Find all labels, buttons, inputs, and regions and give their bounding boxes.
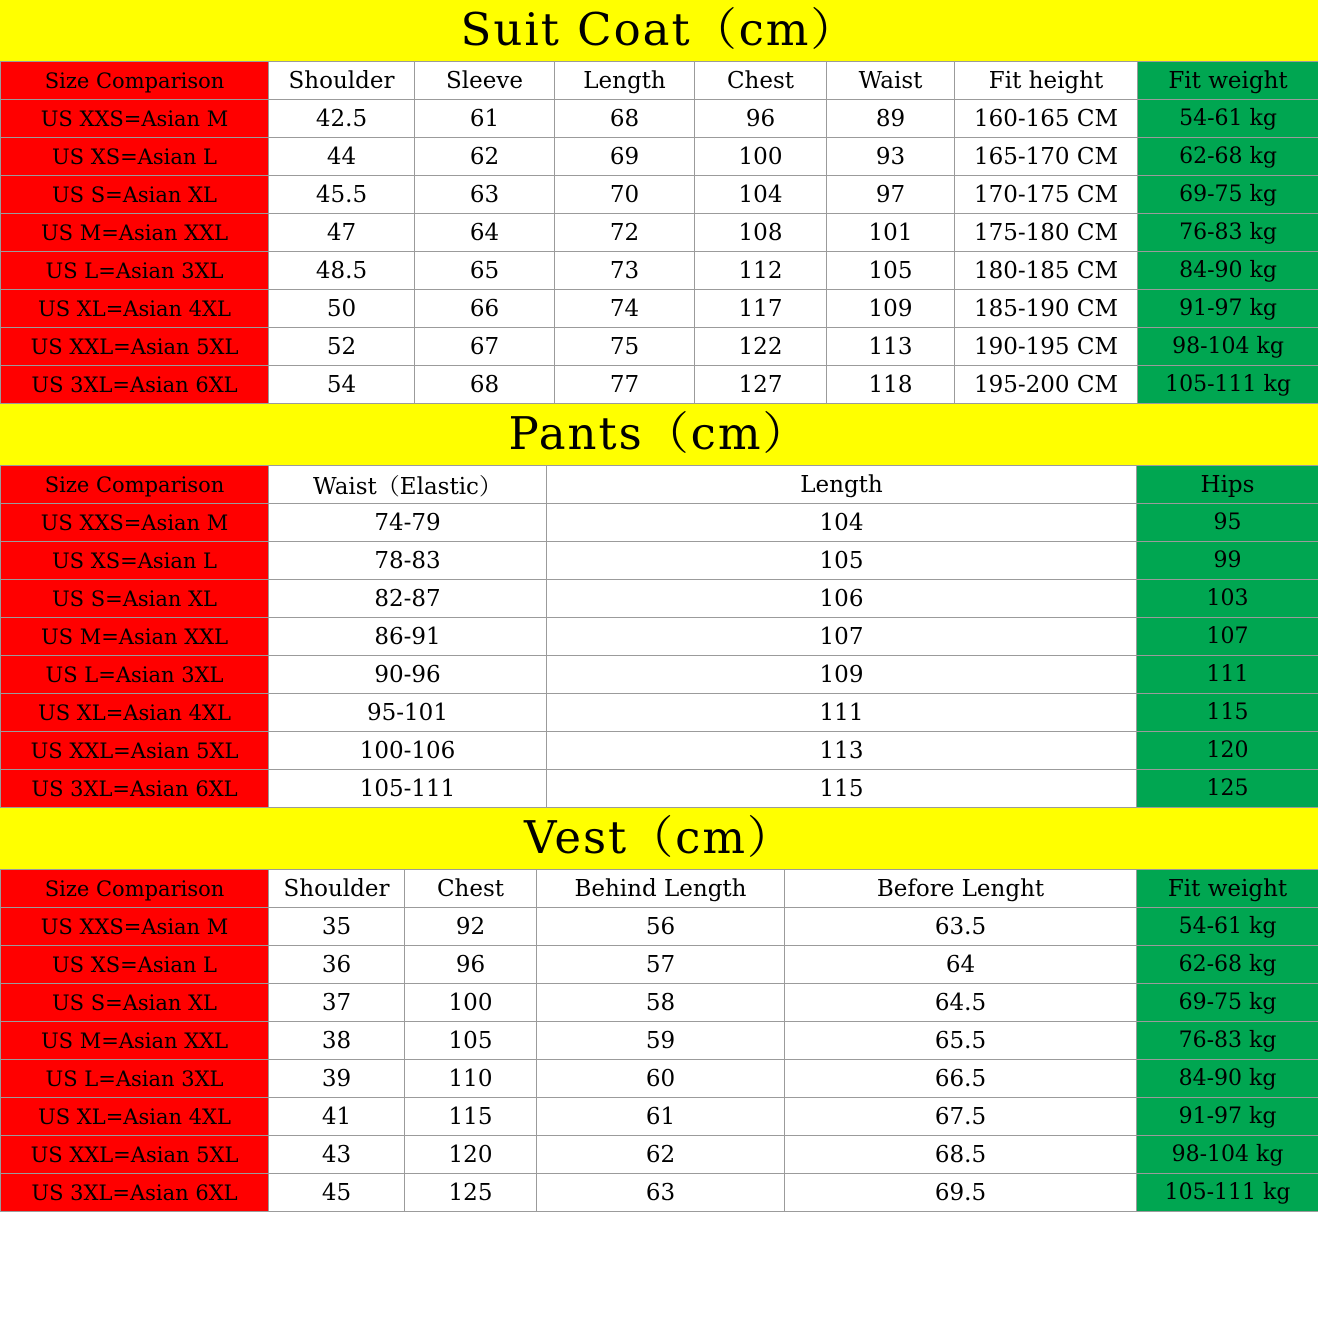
- column-header-before-length: Before Lenght: [785, 870, 1137, 908]
- cell-chest: 125: [405, 1174, 537, 1212]
- cell-fit-height: 175-180 CM: [955, 214, 1138, 252]
- cell-fit-weight: 84-90 kg: [1138, 252, 1318, 290]
- table-header-row: [1, 62, 1318, 100]
- cell-waist: 89: [827, 100, 955, 138]
- size-label: US XXL=Asian 5XL: [1, 328, 269, 366]
- cell-length: 73: [555, 252, 695, 290]
- cell-fit-weight: 69-75 kg: [1137, 984, 1318, 1022]
- cell-shoulder: 47: [269, 214, 415, 252]
- cell-behind-length: 56: [537, 908, 785, 946]
- cell-shoulder: 43: [269, 1136, 405, 1174]
- size-label: US XXS=Asian M: [1, 504, 269, 542]
- cell-fit-height: 170-175 CM: [955, 176, 1138, 214]
- cell-fit-weight: 105-111 kg: [1137, 1174, 1318, 1212]
- cell-fit-height: 165-170 CM: [955, 138, 1138, 176]
- cell-before-length: 64: [785, 946, 1137, 984]
- cell-length: 77: [555, 366, 695, 404]
- column-header-fit-weight: Fit weight: [1138, 62, 1318, 100]
- cell-shoulder: 42.5: [269, 100, 415, 138]
- section-title-suit-coat: Suit Coat（cm）: [0, 0, 1318, 61]
- table-row: [1, 504, 1318, 542]
- table-row: [1, 908, 1318, 946]
- cell-waist: 82-87: [269, 580, 547, 618]
- cell-shoulder: 50: [269, 290, 415, 328]
- cell-length: 105: [547, 542, 1137, 580]
- cell-sleeve: 66: [415, 290, 555, 328]
- cell-behind-length: 58: [537, 984, 785, 1022]
- cell-hips: 111: [1137, 656, 1318, 694]
- cell-length: 106: [547, 580, 1137, 618]
- cell-shoulder: 45: [269, 1174, 405, 1212]
- table-row: [1, 542, 1318, 580]
- cell-waist: 90-96: [269, 656, 547, 694]
- cell-chest: 110: [405, 1060, 537, 1098]
- cell-sleeve: 65: [415, 252, 555, 290]
- cell-waist: 100-106: [269, 732, 547, 770]
- column-header-length: Length: [547, 466, 1137, 504]
- cell-before-length: 66.5: [785, 1060, 1137, 1098]
- size-label: US M=Asian XXL: [1, 618, 269, 656]
- size-label: US S=Asian XL: [1, 176, 269, 214]
- size-label: US XXL=Asian 5XL: [1, 1136, 269, 1174]
- cell-chest: 96: [695, 100, 827, 138]
- cell-behind-length: 61: [537, 1098, 785, 1136]
- size-label: US L=Asian 3XL: [1, 1060, 269, 1098]
- cell-fit-height: 160-165 CM: [955, 100, 1138, 138]
- cell-shoulder: 36: [269, 946, 405, 984]
- table-row: [1, 770, 1318, 808]
- cell-before-length: 69.5: [785, 1174, 1137, 1212]
- cell-before-length: 64.5: [785, 984, 1137, 1022]
- section-title-vest: Vest（cm）: [0, 808, 1318, 869]
- size-label: US XL=Asian 4XL: [1, 290, 269, 328]
- cell-length: 75: [555, 328, 695, 366]
- cell-fit-weight: 62-68 kg: [1138, 138, 1318, 176]
- table-row: [1, 1174, 1318, 1212]
- cell-waist: 93: [827, 138, 955, 176]
- cell-hips: 99: [1137, 542, 1318, 580]
- cell-waist: 109: [827, 290, 955, 328]
- cell-length: 72: [555, 214, 695, 252]
- cell-chest: 122: [695, 328, 827, 366]
- cell-shoulder: 44: [269, 138, 415, 176]
- column-header-behind-length: Behind Length: [537, 870, 785, 908]
- size-label: US XL=Asian 4XL: [1, 694, 269, 732]
- cell-chest: 127: [695, 366, 827, 404]
- table-row: [1, 946, 1318, 984]
- table-row: [1, 732, 1318, 770]
- size-label: US 3XL=Asian 6XL: [1, 770, 269, 808]
- cell-fit-weight: 84-90 kg: [1137, 1060, 1318, 1098]
- table-row: [1, 100, 1318, 138]
- table-row: [1, 984, 1318, 1022]
- cell-behind-length: 62: [537, 1136, 785, 1174]
- cell-length: 107: [547, 618, 1137, 656]
- cell-fit-weight: 98-104 kg: [1137, 1136, 1318, 1174]
- cell-before-length: 63.5: [785, 908, 1137, 946]
- cell-hips: 120: [1137, 732, 1318, 770]
- cell-hips: 115: [1137, 694, 1318, 732]
- column-header-size-comparison: Size Comparison: [1, 62, 269, 100]
- column-header-chest: Chest: [695, 62, 827, 100]
- table-row: [1, 214, 1318, 252]
- cell-waist: 74-79: [269, 504, 547, 542]
- cell-waist: 113: [827, 328, 955, 366]
- cell-length: 113: [547, 732, 1137, 770]
- table-row: [1, 618, 1318, 656]
- suit-coat-table: [0, 61, 1318, 404]
- cell-shoulder: 41: [269, 1098, 405, 1136]
- cell-hips: 107: [1137, 618, 1318, 656]
- cell-shoulder: 48.5: [269, 252, 415, 290]
- table-row: [1, 252, 1318, 290]
- column-header-chest: Chest: [405, 870, 537, 908]
- table-row: [1, 1060, 1318, 1098]
- cell-fit-weight: 105-111 kg: [1138, 366, 1318, 404]
- cell-fit-weight: 91-97 kg: [1138, 290, 1318, 328]
- cell-chest: 120: [405, 1136, 537, 1174]
- table-row: [1, 138, 1318, 176]
- cell-waist: 118: [827, 366, 955, 404]
- cell-chest: 105: [405, 1022, 537, 1060]
- cell-fit-height: 180-185 CM: [955, 252, 1138, 290]
- cell-hips: 125: [1137, 770, 1318, 808]
- size-label: US XXS=Asian M: [1, 908, 269, 946]
- column-header-fit-height: Fit height: [955, 62, 1138, 100]
- cell-chest: 104: [695, 176, 827, 214]
- column-header-length: Length: [555, 62, 695, 100]
- column-header-sleeve: Sleeve: [415, 62, 555, 100]
- cell-sleeve: 63: [415, 176, 555, 214]
- cell-shoulder: 52: [269, 328, 415, 366]
- cell-chest: 108: [695, 214, 827, 252]
- cell-waist: 105-111: [269, 770, 547, 808]
- cell-shoulder: 45.5: [269, 176, 415, 214]
- cell-fit-weight: 54-61 kg: [1137, 908, 1318, 946]
- cell-fit-height: 195-200 CM: [955, 366, 1138, 404]
- cell-chest: 96: [405, 946, 537, 984]
- cell-chest: 100: [405, 984, 537, 1022]
- size-label: US M=Asian XXL: [1, 214, 269, 252]
- cell-waist: 97: [827, 176, 955, 214]
- size-label: US L=Asian 3XL: [1, 656, 269, 694]
- cell-behind-length: 59: [537, 1022, 785, 1060]
- size-label: US 3XL=Asian 6XL: [1, 366, 269, 404]
- cell-sleeve: 64: [415, 214, 555, 252]
- cell-length: 111: [547, 694, 1137, 732]
- cell-sleeve: 68: [415, 366, 555, 404]
- size-label: US XXL=Asian 5XL: [1, 732, 269, 770]
- cell-fit-weight: 98-104 kg: [1138, 328, 1318, 366]
- cell-behind-length: 57: [537, 946, 785, 984]
- cell-fit-weight: 62-68 kg: [1137, 946, 1318, 984]
- size-label: US L=Asian 3XL: [1, 252, 269, 290]
- cell-fit-weight: 69-75 kg: [1138, 176, 1318, 214]
- cell-waist: 101: [827, 214, 955, 252]
- cell-length: 115: [547, 770, 1137, 808]
- cell-waist: 78-83: [269, 542, 547, 580]
- cell-length: 69: [555, 138, 695, 176]
- size-label: US S=Asian XL: [1, 984, 269, 1022]
- cell-fit-height: 190-195 CM: [955, 328, 1138, 366]
- cell-fit-weight: 54-61 kg: [1138, 100, 1318, 138]
- cell-shoulder: 38: [269, 1022, 405, 1060]
- size-label: US XS=Asian L: [1, 542, 269, 580]
- column-header-shoulder: Shoulder: [269, 62, 415, 100]
- cell-sleeve: 67: [415, 328, 555, 366]
- section-title-pants: Pants（cm）: [0, 404, 1318, 465]
- cell-chest: 117: [695, 290, 827, 328]
- cell-before-length: 65.5: [785, 1022, 1137, 1060]
- cell-fit-weight: 91-97 kg: [1137, 1098, 1318, 1136]
- table-row: [1, 176, 1318, 214]
- column-header-waist-elastic: Waist（Elastic）: [269, 466, 547, 504]
- cell-chest: 115: [405, 1098, 537, 1136]
- cell-length: 74: [555, 290, 695, 328]
- size-label: US XS=Asian L: [1, 138, 269, 176]
- cell-sleeve: 62: [415, 138, 555, 176]
- cell-chest: 100: [695, 138, 827, 176]
- column-header-size-comparison: Size Comparison: [1, 466, 269, 504]
- cell-shoulder: 54: [269, 366, 415, 404]
- cell-fit-weight: 76-83 kg: [1137, 1022, 1318, 1060]
- table-header-row: [1, 870, 1318, 908]
- table-row: [1, 656, 1318, 694]
- cell-hips: 95: [1137, 504, 1318, 542]
- cell-chest: 92: [405, 908, 537, 946]
- cell-chest: 112: [695, 252, 827, 290]
- cell-fit-height: 185-190 CM: [955, 290, 1138, 328]
- size-label: US M=Asian XXL: [1, 1022, 269, 1060]
- cell-before-length: 68.5: [785, 1136, 1137, 1174]
- cell-sleeve: 61: [415, 100, 555, 138]
- column-header-shoulder: Shoulder: [269, 870, 405, 908]
- size-label: US XL=Asian 4XL: [1, 1098, 269, 1136]
- cell-shoulder: 37: [269, 984, 405, 1022]
- column-header-hips: Hips: [1137, 466, 1318, 504]
- column-header-size-comparison: Size Comparison: [1, 870, 269, 908]
- table-row: [1, 1098, 1318, 1136]
- table-row: [1, 580, 1318, 618]
- cell-before-length: 67.5: [785, 1098, 1137, 1136]
- size-label: US XXS=Asian M: [1, 100, 269, 138]
- table-row: [1, 366, 1318, 404]
- cell-behind-length: 60: [537, 1060, 785, 1098]
- table-row: [1, 1136, 1318, 1174]
- size-label: US S=Asian XL: [1, 580, 269, 618]
- table-row: [1, 290, 1318, 328]
- cell-hips: 103: [1137, 580, 1318, 618]
- cell-behind-length: 63: [537, 1174, 785, 1212]
- table-header-row: [1, 466, 1318, 504]
- cell-waist: 95-101: [269, 694, 547, 732]
- cell-waist: 86-91: [269, 618, 547, 656]
- vest-table: [0, 869, 1318, 1212]
- column-header-waist: Waist: [827, 62, 955, 100]
- cell-length: 68: [555, 100, 695, 138]
- pants-table: [0, 465, 1318, 808]
- cell-shoulder: 39: [269, 1060, 405, 1098]
- table-row: [1, 1022, 1318, 1060]
- size-label: US XS=Asian L: [1, 946, 269, 984]
- cell-length: 70: [555, 176, 695, 214]
- cell-fit-weight: 76-83 kg: [1138, 214, 1318, 252]
- cell-shoulder: 35: [269, 908, 405, 946]
- cell-waist: 105: [827, 252, 955, 290]
- column-header-fit-weight: Fit weight: [1137, 870, 1318, 908]
- size-label: US 3XL=Asian 6XL: [1, 1174, 269, 1212]
- table-row: [1, 694, 1318, 732]
- cell-length: 109: [547, 656, 1137, 694]
- table-row: [1, 328, 1318, 366]
- cell-length: 104: [547, 504, 1137, 542]
